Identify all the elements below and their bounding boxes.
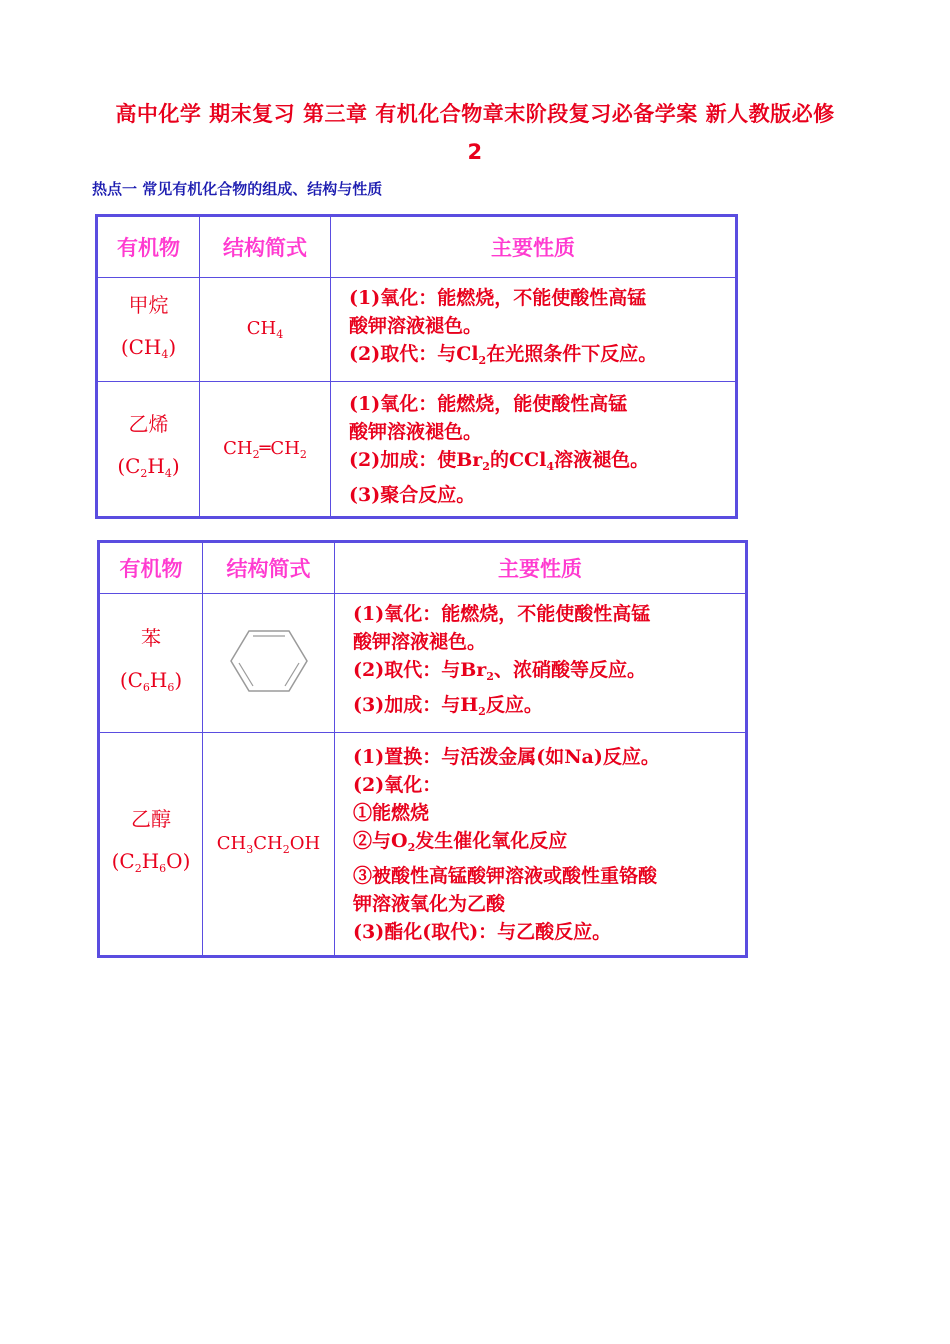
- methane-formula: $(CH_4)$: [120, 334, 177, 361]
- ethanol-formula: $(C_2H_6O)$: [111, 849, 191, 875]
- document-title-line1: 高中化学 期末复习 第三章 有机化合物章末阶段复习必备学案 新人教版必修: [115, 102, 835, 126]
- header-structure: 结构简式: [203, 542, 335, 594]
- benzene-properties: (1)氧化：能燃烧，不能使酸性高锰 酸钾溶液褪色。 (2)取代：与$Br_2$、浓硝酸等反应。 (3)加成：与$H_2$反应。: [335, 594, 747, 733]
- ethylene-name-cell: [97, 382, 200, 518]
- benzene-ring-icon: [229, 626, 309, 696]
- document-title-line2: 2: [467, 140, 483, 164]
- ethylene-structure: $CH_2═CH_2$: [200, 382, 331, 518]
- ethylene-properties: (1)氧化：能燃烧，能使酸性高锰 酸钾溶液褪色。 (2)加成：使$Br_2$的CCl$_4$溶液褪色。 (3)聚合反应。: [331, 382, 737, 518]
- properties-table-1: [95, 214, 738, 519]
- table-row-ethanol: [99, 733, 747, 957]
- properties-table-2: [97, 540, 748, 958]
- ethanol-structure: $CH_3CH_2OH$: [203, 733, 335, 957]
- benzene-formula: $(C_6H_6)$: [119, 668, 183, 694]
- methane-properties: (1)氧化：能燃烧，不能使酸性高锰 酸钾溶液褪色。 (2)取代：与$Cl_2$在光照条件下反应。: [331, 278, 737, 382]
- header-organic: 有机物: [99, 542, 203, 594]
- header-properties: 主要性质: [335, 542, 747, 594]
- benzene-name: 苯: [141, 626, 161, 650]
- benzene-structure: [203, 594, 335, 733]
- header-organic: 有机物: [97, 216, 200, 278]
- ethanol-properties: (1)置换：与活泼金属(如Na)反应。 (2)氧化： ①能燃烧 ②与$O_2$发生催化氧化反应 ③被酸性高锰酸钾溶液或酸性重铬酸 钾溶液氧化为乙酸 (3)酯化(取代)：与乙酸反应。: [335, 733, 747, 957]
- methane-name: 甲烷: [128, 292, 169, 317]
- ethylene-name: 乙烯: [128, 412, 169, 436]
- ethylene-formula: $(C_2H_4)$: [117, 454, 180, 480]
- table-row-methane: [97, 278, 737, 382]
- benzene-name-cell: [99, 594, 203, 733]
- table-row-benzene: [99, 594, 747, 733]
- header-structure: 结构简式: [200, 216, 331, 278]
- table-row-ethylene: [97, 382, 737, 518]
- table-header-row: [97, 216, 737, 278]
- header-properties: 主要性质: [331, 216, 737, 278]
- ethanol-name-cell: [99, 733, 203, 957]
- section-heading: 热点一 常见有机化合物的组成、结构与性质: [92, 180, 383, 198]
- methane-name-cell: [97, 278, 200, 382]
- table-header-row: [99, 542, 747, 594]
- ethanol-name: 乙醇: [131, 807, 171, 831]
- methane-structure: $CH_4$: [200, 278, 331, 382]
